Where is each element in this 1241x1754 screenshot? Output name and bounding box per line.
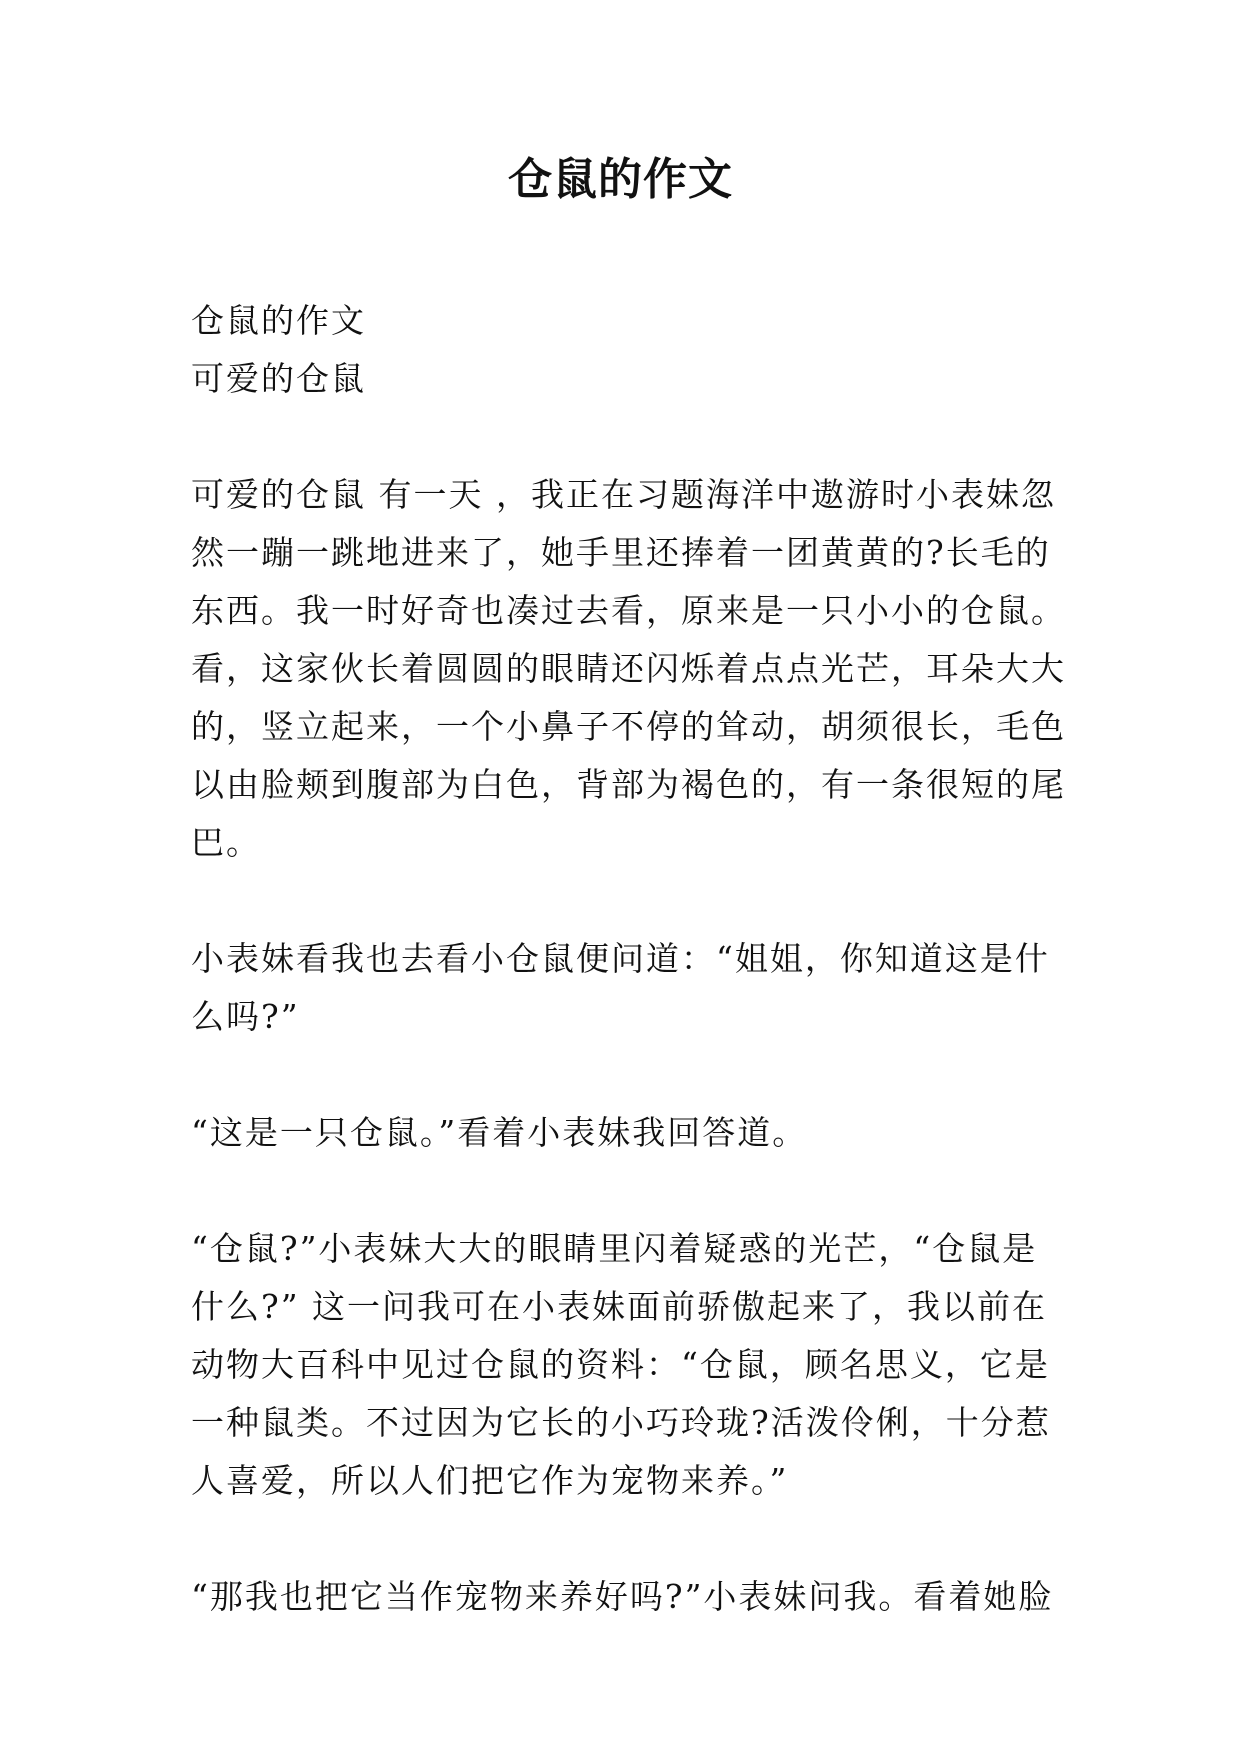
subtitle-line: 仓鼠的作文 xyxy=(191,301,366,340)
paragraph: “那我也把它当作宠物来养好吗?”小表妹问我。看着她脸 xyxy=(191,1577,1054,1616)
paragraph: “仓鼠?”小表妹大大的眼睛里闪着疑惑的光芒，“仓鼠是什么?” 这一问我可在小表妹面前骄傲起来了，我以前在动物大百科中见过仓鼠的资料：“仓鼠，顾名思义，它是一种鼠类。不过因为它长的小巧玲珑?活泼伶俐，十分惹人喜爱，所以人们把它作为宠物来养。” xyxy=(191,1229,1051,1500)
paragraph: 可爱的仓鼠 有一天 ，我正在习题海洋中遨游时小表妹忽然一蹦一跳地进来了，她手里还捧着一团黄黄的?长毛的东西。我一时好奇也凑过去看，原来是一只小小的仓鼠。看，这家伙长着圆圆的眼睛还闪烁着点点光芒，耳朵大大的，竖立起来，一个小鼻子不停的耸动，胡须很长，毛色以由脸颊到腹部为白色，背部为褐色的，有一条很短的尾巴。 xyxy=(191,475,1066,862)
paragraph-spacer xyxy=(191,408,1071,466)
subtitle-line: 可爱的仓鼠 xyxy=(191,359,366,398)
paragraph: “这是一只仓鼠。”看着小表妹我回答道。 xyxy=(191,1113,808,1152)
paragraph-spacer xyxy=(191,1510,1071,1568)
paragraph-spacer xyxy=(191,1162,1071,1220)
paragraph-spacer xyxy=(191,872,1071,930)
document-body xyxy=(191,292,1071,1626)
document-title: 仓鼠的作文 xyxy=(508,154,733,205)
paragraph: 小表妹看我也去看小仓鼠便问道：“姐姐，你知道这是什么吗?” xyxy=(191,939,1050,1036)
paragraph-spacer xyxy=(191,1046,1071,1104)
